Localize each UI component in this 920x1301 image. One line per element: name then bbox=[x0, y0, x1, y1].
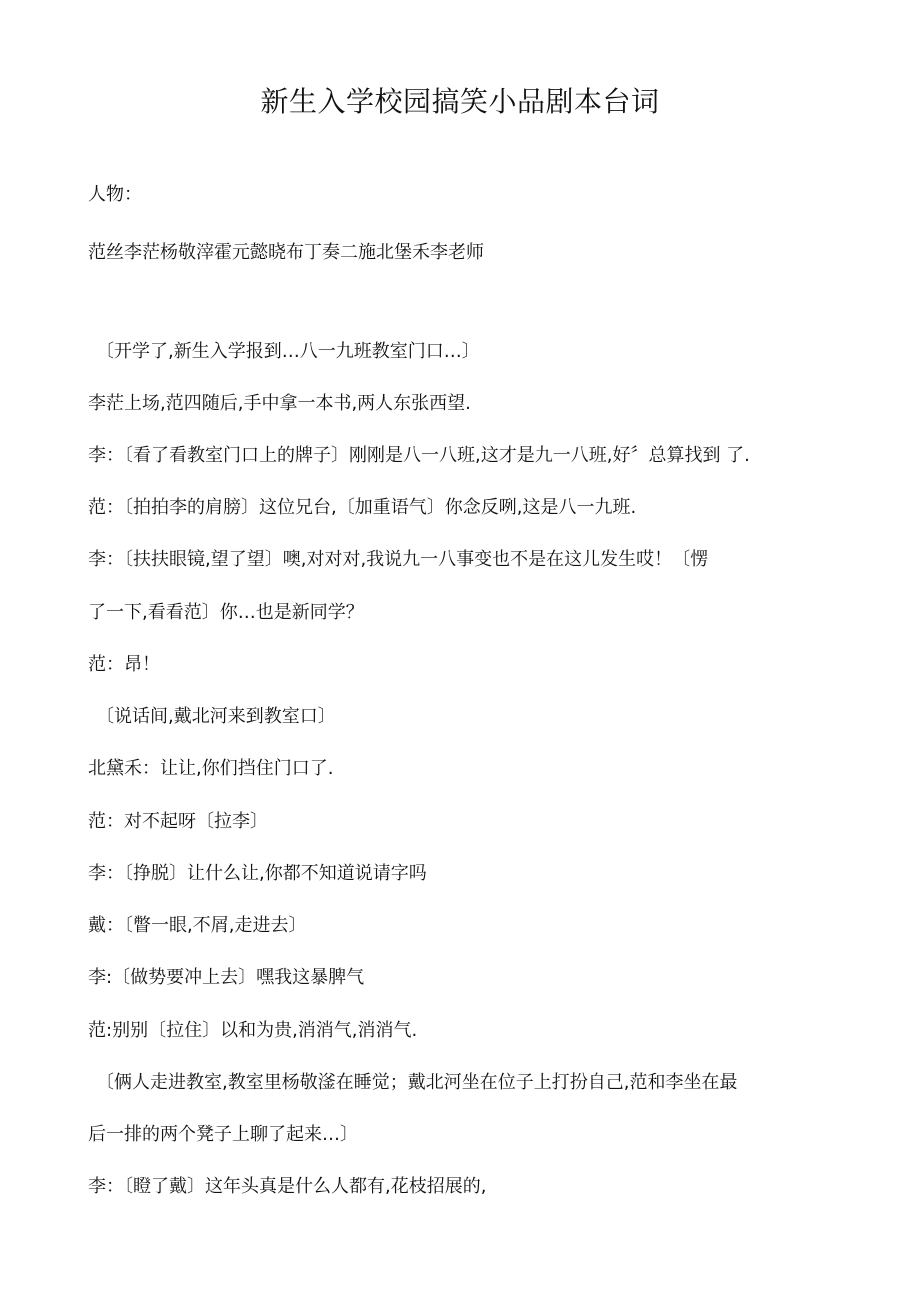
dialogue-line: 李：〔挣脱〕让什么让,你都不知道说请字吗 bbox=[88, 863, 427, 884]
dialogue-line: 范：〔拍拍李的肩膀〕这位兄台,〔加重语气〕你念反咧,这是八一九班. bbox=[88, 497, 637, 518]
dialogue-line: 范：对不起呀〔拉李〕 bbox=[88, 811, 268, 832]
stage-direction: 〔俩人走进教室,教室里杨敬滏在睡觉；戴北河坐在位子上打扮自己,范和李坐在最 bbox=[96, 1072, 738, 1093]
dialogue-line: 了一下,看看范〕你…也是新同学？ bbox=[88, 602, 364, 623]
dialogue-line: 李：〔扶扶眼镜,望了望〕噢,对对对,我说九一八事变也不是在这儿发生哎！〔愣 bbox=[88, 549, 709, 570]
dialogue-line: 范：昂！ bbox=[88, 654, 160, 675]
dialogue-line: 李:〔做势要冲上去〕嘿我这暴脾气 bbox=[88, 967, 365, 988]
dialogue-line: 李：〔瞪了戴〕这年头真是什么人都有,花枝招展的, bbox=[88, 1176, 487, 1197]
stage-direction-continued: 后一排的两个凳子上聊了起来…〕 bbox=[88, 1124, 358, 1145]
dialogue-line: 北黛禾：让让,你们挡住门口了. bbox=[88, 758, 334, 779]
characters-list: 范丝李茫杨敬滓霍元懿晓布丁奏二施北堡禾李老师 bbox=[88, 242, 484, 263]
script-line: 李茫上场,范四随后,手中拿一本书,两人东张西望. bbox=[88, 393, 471, 414]
dialogue-line: 范:别别〔拉住〕以和为贵,消消气,消消气. bbox=[88, 1020, 418, 1041]
stage-direction: 〔说话间,戴北河来到教室口〕 bbox=[96, 706, 336, 727]
dialogue-line: 李：〔看了看教室门口上的牌子〕刚刚是八一八班,这才是九一八班,好〞总算找到 了. bbox=[88, 445, 750, 466]
dialogue-line: 戴：〔瞥一眼,不屑,走进去〕 bbox=[88, 915, 307, 936]
document-title: 新生入学校园搞笑小品剧本台词 bbox=[260, 85, 660, 118]
characters-heading: 人物： bbox=[88, 184, 142, 205]
stage-direction: 〔开学了,新生入学报到…八一九班教室门口…〕 bbox=[96, 341, 480, 362]
